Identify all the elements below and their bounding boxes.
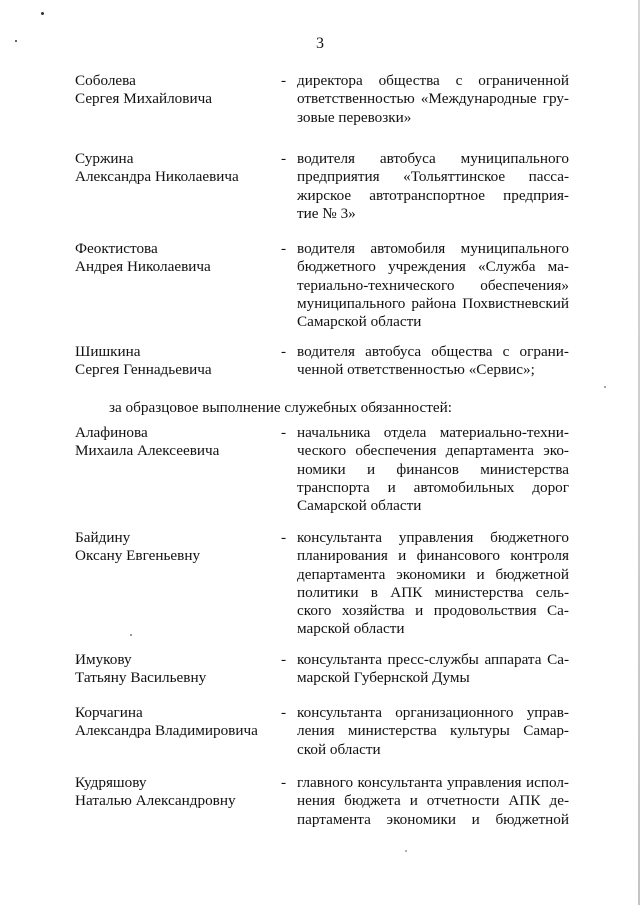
dash: -: [281, 343, 287, 360]
surname: Шишкина: [75, 343, 141, 360]
position-description: [297, 72, 569, 127]
description-line: тие № 3»: [297, 204, 356, 222]
description-line: начальника отдела материально-техни-: [297, 424, 569, 441]
page-number: 3: [316, 35, 324, 52]
description-line: ления министерства культуры Самар-: [297, 722, 569, 740]
description-line: ской области: [297, 740, 381, 758]
surname: Феоктистова: [75, 240, 158, 257]
dash: -: [281, 240, 287, 257]
given-names: Татьяну Васильевну: [75, 669, 207, 687]
surname: Имукову: [75, 651, 132, 668]
person-name: [75, 424, 280, 461]
scan-speck: [41, 12, 44, 15]
person-name: [75, 529, 280, 566]
given-names: Михаила Алексеевича: [75, 442, 220, 460]
position-description: [297, 529, 569, 639]
surname: Корчагина: [75, 704, 143, 721]
position-description: [297, 343, 569, 380]
description-line: планирования и финансового контроля: [297, 547, 569, 565]
description-line: партамента экономики и бюджетной: [297, 810, 569, 828]
surname: Соболева: [75, 72, 136, 89]
given-names: Оксану Евгеньевну: [75, 547, 201, 565]
description-line: Самарской области: [297, 497, 422, 515]
scan-speck: [405, 850, 407, 852]
person-name: [75, 704, 280, 741]
person-name: [75, 240, 280, 277]
description-line: номики и финансов министерства: [297, 460, 569, 478]
position-description: [297, 240, 569, 331]
given-names: Сергея Геннадьевича: [75, 361, 212, 379]
description-line: ческого обеспечения департамента эко-: [297, 442, 569, 460]
description-line: ского хозяйства и продовольствия Са-: [297, 602, 569, 620]
description-line: муниципального района Похвистневский: [297, 294, 569, 312]
person-name: [75, 774, 280, 811]
dash: -: [281, 704, 287, 721]
given-names: Александра Владимировича: [75, 722, 258, 740]
description-line: водителя автобуса муниципального: [297, 150, 569, 167]
surname: Кудряшову: [75, 774, 147, 791]
dash: -: [281, 72, 287, 89]
description-line: Самарской области: [297, 313, 422, 331]
given-names: Андрея Николаевича: [75, 258, 211, 276]
description-line: бюджетного учреждения «Служба ма-: [297, 258, 569, 276]
given-names: Александра Николаевича: [75, 168, 239, 186]
given-names: Сергея Михайловича: [75, 90, 212, 108]
description-line: ответственностью «Международные гру-: [297, 90, 569, 108]
description-line: териально-технического обеспечения»: [297, 276, 569, 294]
surname: Суржина: [75, 150, 134, 167]
scan-speck: [130, 634, 132, 636]
dash: -: [281, 774, 287, 791]
description-line: водителя автобуса общества с ограни-: [297, 343, 569, 360]
person-name: [75, 72, 280, 109]
description-line: политики в АПК министерства сель-: [297, 583, 569, 601]
description-line: жирское автотранспортное предприя-: [297, 186, 569, 204]
description-line: консультанта пресс-службы аппарата Са-: [297, 651, 569, 668]
description-line: зовые перевозки»: [297, 108, 412, 126]
dash: -: [281, 150, 287, 167]
person-name: [75, 651, 280, 688]
position-description: [297, 424, 569, 515]
surname: Байдину: [75, 529, 131, 546]
description-line: транспорта и автомобильных дорог: [297, 478, 569, 496]
given-names: Наталью Александровну: [75, 792, 236, 810]
description-line: предприятия «Тольяттинское пасса-: [297, 168, 569, 186]
position-description: [297, 651, 569, 688]
surname: Алафинова: [75, 424, 148, 441]
position-description: [297, 150, 569, 223]
dash: -: [281, 651, 287, 668]
dash: -: [281, 424, 287, 441]
description-line: консультанта управления бюджетного: [297, 529, 569, 546]
scan-speck: [604, 386, 606, 388]
description-line: марской области: [297, 620, 405, 638]
description-line: консультанта организационного управ-: [297, 704, 569, 721]
description-line: директора общества с ограниченной: [297, 72, 569, 89]
description-line: главного консультанта управления испол-: [297, 774, 569, 791]
section-heading: за образцовое выполнение служебных обязанностей:: [109, 399, 452, 416]
description-line: нения бюджета и отчетности АПК де-: [297, 792, 569, 810]
person-name: [75, 150, 280, 187]
person-name: [75, 343, 280, 380]
description-line: водителя автомобиля муниципального: [297, 240, 569, 257]
dash: -: [281, 529, 287, 546]
position-description: [297, 774, 569, 829]
description-line: департамента экономики и бюджетной: [297, 565, 569, 583]
position-description: [297, 704, 569, 759]
description-line: ченной ответственностью «Сервис»;: [297, 361, 535, 379]
description-line: марской Губернской Думы: [297, 669, 470, 687]
